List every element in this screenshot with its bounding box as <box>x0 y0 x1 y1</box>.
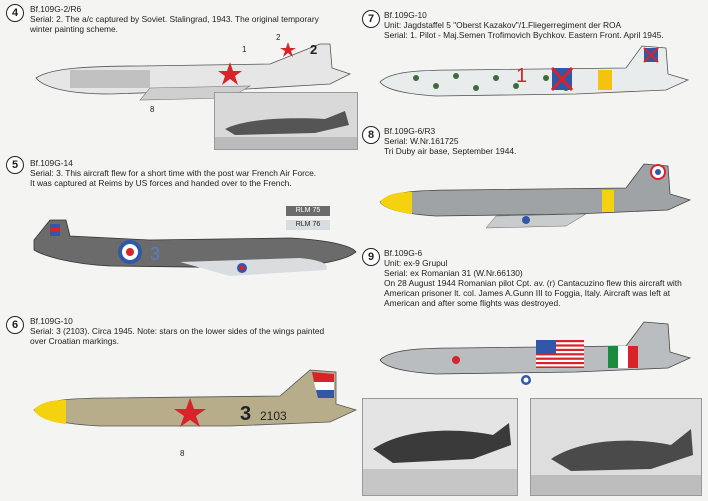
entry-text <box>384 126 516 156</box>
nose-marking <box>452 356 460 364</box>
entry-number: 6 <box>6 316 24 334</box>
desc-line: Tri Duby air base, September 1944. <box>384 146 517 156</box>
winter-camo-patch <box>70 70 150 88</box>
desc-line: Serial: W.Nr.161725 <box>384 136 459 146</box>
entry-number: 5 <box>6 156 24 174</box>
wing-roundel <box>522 216 530 224</box>
photo-image <box>215 93 357 149</box>
aircraft-profile-7 <box>376 42 696 112</box>
callout-8: 8 <box>150 105 155 114</box>
desc-line: Serial: ex Romanian 31 (W.Nr.66130) <box>384 268 523 278</box>
tail-number: 2 <box>310 42 318 57</box>
aircraft-title: Bf.109G-10 <box>30 316 73 326</box>
yellow-nose <box>380 192 412 214</box>
aircraft-title: Bf.109G-2/R6 <box>30 4 82 14</box>
desc-line: Serial: 3 (2103). Circa 1945. Note: stars on the lower sides of the wings painted <box>30 326 325 336</box>
desc-line: winter painting scheme. <box>30 24 118 34</box>
color-swatch-rlm76: RLM 76 <box>286 220 330 230</box>
entry-number: 4 <box>6 4 24 22</box>
desc-line: Unit: ex-9 Grupul <box>384 258 448 268</box>
fuselage-number: 3 <box>150 244 161 264</box>
reference-photo <box>214 92 358 150</box>
serial-marking: 2103 <box>260 409 287 423</box>
aircraft-title: Bf.109G-10 <box>384 10 427 20</box>
aircraft-profile-6 <box>30 364 360 464</box>
entry-text <box>30 316 324 346</box>
aircraft-profile-5 <box>30 200 360 290</box>
desc-line: Unit: Jagdstaffel 5 "Oberst Kazakov"/1.Fliegerregiment der ROA <box>384 20 622 30</box>
yellow-band <box>598 70 612 90</box>
desc-line: It was captured at Reims by US forces and handed over to the French. <box>30 178 292 188</box>
desc-line: Serial: 3. This aircraft flew for a short time with the post war French Air Force. <box>30 168 317 178</box>
yellow-band <box>602 190 614 212</box>
entry-text <box>30 4 319 34</box>
callout-1: 1 <box>242 45 247 54</box>
reference-photo-2 <box>530 398 702 496</box>
fuselage <box>380 164 690 216</box>
entry-number: 7 <box>362 10 380 28</box>
aircraft-profile-9 <box>376 316 696 396</box>
fuselage-number: 1 <box>516 65 528 87</box>
photo-image <box>531 399 701 495</box>
desc-line: Serial: 1. Pilot - Maj.Semen Trofimovich Bychkov. Eastern Front. April 1945. <box>384 30 664 40</box>
tail-band-red <box>628 346 638 368</box>
desc-line: Serial: 2. The a/c captured by Soviet. Stalingrad, 1943. The original temporary <box>30 14 319 24</box>
photo-image <box>363 399 517 495</box>
aircraft-title: Bf.109G-14 <box>30 158 73 168</box>
callout-8: 8 <box>180 449 185 458</box>
entry-text <box>30 158 316 188</box>
yellow-nose <box>34 400 66 424</box>
reference-photo-1 <box>362 398 518 496</box>
entry-number: 9 <box>362 248 380 266</box>
desc-line: American prisoner lt. col. James A.Gunn III to Foggia, Italy. Aircraft was left at <box>384 288 671 298</box>
aircraft-title: Bf.109G-6 <box>384 248 423 258</box>
color-swatch-rlm75: RLM 75 <box>286 206 330 216</box>
entry-text <box>384 248 682 308</box>
desc-line: On 28 August 1944 Romanian pilot Cpt. av. (r) Cantacuzino flew this aircraft with <box>384 278 682 288</box>
wing <box>486 214 586 228</box>
desc-line: over Croatian markings. <box>30 336 119 346</box>
fuselage-number: 3 <box>240 403 252 425</box>
tail-stripe-blue <box>316 390 334 398</box>
desc-line: American and after some flights was destroyed. <box>384 298 561 308</box>
aircraft-title: Bf.109G-6/R3 <box>384 126 436 136</box>
entry-number: 8 <box>362 126 380 144</box>
tail-flag-red <box>50 228 60 232</box>
tail-band-green <box>608 346 618 368</box>
callout-2: 2 <box>276 34 281 42</box>
fuselage <box>380 46 688 96</box>
entry-text <box>384 10 664 40</box>
fuselage <box>380 322 690 374</box>
aircraft-profile-8 <box>376 158 696 238</box>
